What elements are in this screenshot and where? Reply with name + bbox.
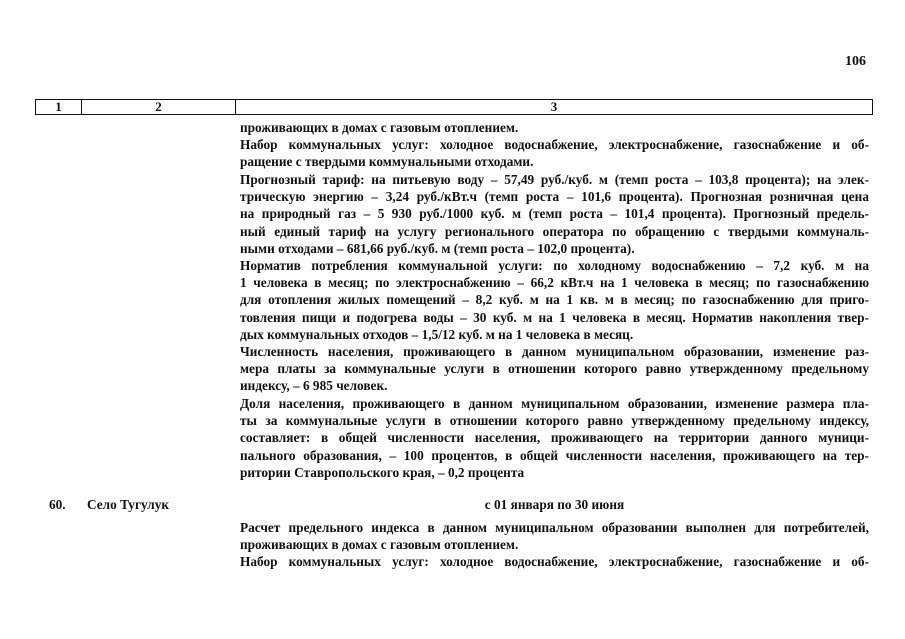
row-number: 60. bbox=[49, 497, 66, 512]
text-line: трическую энергию – 3,24 руб./кВт.ч (темп роста – 101,6 процента). Прогнозная розничная цена bbox=[240, 189, 869, 205]
text-line: Набор коммунальных услуг: холодное водоснабжение, электроснабжение, газоснабжение и об- bbox=[240, 554, 869, 569]
header-col-1: 1 bbox=[36, 100, 82, 114]
text-line: ными отходами – 681,66 руб./куб. м (темп роста – 102,0 процента). bbox=[240, 240, 635, 256]
municipality-name: Село Тугулук bbox=[87, 497, 170, 512]
paragraph-population-share bbox=[240, 395, 869, 481]
paragraph-calculation-note bbox=[240, 519, 869, 553]
text-line: Расчет предельного индекса в данном муниципальном образовании выполнен для потребителей, bbox=[240, 520, 869, 535]
text-line: дых коммунальных отходов – 1,5/12 куб. м на 1 человека в месяц. bbox=[240, 326, 634, 342]
text-line: проживающих в домах с газовым отоплением. bbox=[240, 537, 519, 553]
paragraph-services-set bbox=[240, 136, 869, 170]
header-col-3: 3 bbox=[550, 99, 558, 114]
text-line: для отопления жилых помещений – 8,2 куб. м на 1 кв. м в месяц; по газоснабжению для приго- bbox=[240, 292, 869, 308]
text-line: Доля населения, проживающего в данном муниципальном образовании, изменение размера пла- bbox=[240, 396, 869, 411]
text-line: ращение с твердыми коммунальными отходами. bbox=[240, 154, 534, 170]
text-line: товления пищи и подогрева воды – 30 куб. м на 1 человека в месяц. Норматив накопления твер- bbox=[240, 309, 869, 325]
text-line: 1 человека в месяц; по электроснабжению – 66,2 кВт.ч на 1 человека в месяц; по газоснабжению bbox=[240, 275, 869, 291]
page-number: 106 bbox=[845, 54, 866, 69]
text-line: ный единый тариф на услугу регионального оператора по обращению с твердыми коммуналь- bbox=[240, 223, 869, 239]
text-line: мера платы за коммунальные услуги в отношении которого равно утвержденному предельному bbox=[240, 361, 869, 377]
text-line: составляет: в общей численности населения, проживающего на территории данного муници- bbox=[240, 430, 869, 446]
text-line: пального образования, – 100 процентов, в общей численности населения, проживающего на тер- bbox=[240, 447, 869, 463]
paragraph-forecast-tariff bbox=[240, 171, 869, 257]
paragraph-population-count bbox=[240, 343, 869, 395]
text-line: ты за коммунальные услуги в отношении которого равно утвержденному предельному индексу, bbox=[240, 413, 869, 429]
paragraph-services-set-2 bbox=[240, 553, 869, 570]
text-line: ритории Ставропольского края, – 0,2 процента bbox=[240, 464, 525, 480]
paragraph-heating-type bbox=[240, 119, 869, 136]
text-line: индексу, – 6 985 человек. bbox=[240, 378, 388, 394]
text-line: Прогнозный тариф: на питьевую воду – 57,49 руб./куб. м (темп роста – 103,8 процента); на элек- bbox=[240, 172, 869, 187]
text-line: на природный газ – 5 930 руб./1000 куб. м (темп роста – 101,4 процента). Прогнозный предель- bbox=[240, 206, 869, 222]
text-line: проживающих в домах с газовым отоплением. bbox=[240, 120, 519, 135]
paragraph-consumption-norm bbox=[240, 257, 869, 343]
period-heading: с 01 января по 30 июня bbox=[484, 497, 625, 512]
text-line: Численность населения, проживающего в данном муниципальном образовании, изменение раз- bbox=[240, 344, 869, 359]
text-line: Норматив потребления коммунальной услуги: по холодному водоснабжению – 7,2 куб. м на bbox=[240, 258, 869, 273]
header-col-2: 2 bbox=[82, 100, 236, 114]
table-header-row bbox=[35, 99, 873, 115]
text-line: Набор коммунальных услуг: холодное водоснабжение, электроснабжение, газоснабжение и об- bbox=[240, 137, 869, 152]
